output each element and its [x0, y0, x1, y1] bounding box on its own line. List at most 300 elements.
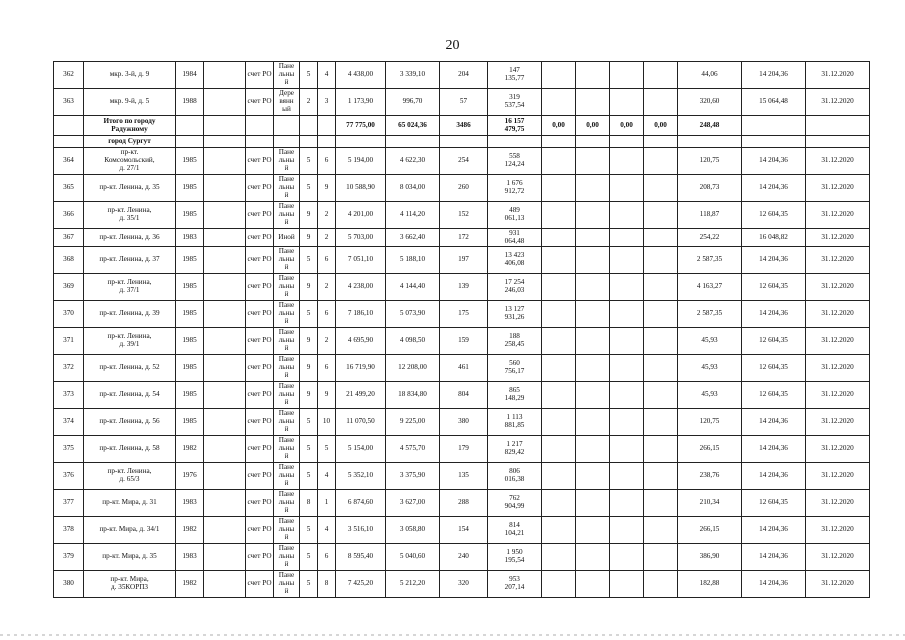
empty-cell: [576, 175, 610, 202]
wall-material-cell: Иной: [274, 229, 300, 247]
empty-cell: [204, 517, 246, 544]
year-cell: 1983: [176, 229, 204, 247]
empty-cell: [576, 148, 610, 175]
wall-material-cell: Пане льны й: [274, 409, 300, 436]
empty-cell: [576, 202, 610, 229]
year-cell: 1988: [176, 89, 204, 116]
zero-cell: 0,00: [542, 116, 576, 136]
total-area-cell: 7 186,10: [336, 301, 386, 328]
empty-cell: [610, 62, 644, 89]
total-area-cell: 11 070,50: [336, 409, 386, 436]
total-area-cell: 5 352,10: [336, 463, 386, 490]
entrances-cell: 9: [318, 382, 336, 409]
empty-cell: [576, 89, 610, 116]
empty-cell: [204, 202, 246, 229]
cost-cell: 489 061,13: [488, 202, 542, 229]
total-area-cell: 10 588,90: [336, 175, 386, 202]
empty-cell: [644, 544, 678, 571]
empty-cell: [176, 136, 204, 148]
cost-cell: 17 254 246,03: [488, 274, 542, 301]
empty-cell: [644, 229, 678, 247]
total-area-cell: 4 438,00: [336, 62, 386, 89]
unit-cost-cell: 210,34: [678, 490, 742, 517]
cost-cell: 16 157 479,75: [488, 116, 542, 136]
floors-cell: 8: [300, 490, 318, 517]
year-cell: 1985: [176, 148, 204, 175]
total-area-cell: 16 719,90: [336, 355, 386, 382]
max-cost-cell: 12 604,35: [742, 328, 806, 355]
year-cell: 1976: [176, 463, 204, 490]
year-cell: 1985: [176, 301, 204, 328]
total-area-cell: 21 499,20: [336, 382, 386, 409]
year-cell: 1985: [176, 247, 204, 274]
deadline-cell: 31.12.2020: [806, 328, 870, 355]
fund-method-cell: счет РО: [246, 490, 274, 517]
housing-register-table: [53, 61, 870, 598]
empty-cell: [204, 116, 246, 136]
total-area-cell: 5 194,00: [336, 148, 386, 175]
address-cell: пр-кт. Ленина, д. 35: [84, 175, 176, 202]
empty-cell: [542, 544, 576, 571]
table-row: [54, 301, 870, 328]
entrances-cell: 2: [318, 202, 336, 229]
floors-cell: 5: [300, 62, 318, 89]
wall-material-cell: Пане льны й: [274, 301, 300, 328]
deadline-cell: 31.12.2020: [806, 463, 870, 490]
empty-cell: [542, 274, 576, 301]
empty-cell: [610, 136, 644, 148]
empty-cell: [204, 571, 246, 598]
living-area-cell: 9 225,00: [386, 409, 440, 436]
table-row: [54, 409, 870, 436]
wall-material-cell: Пане льны й: [274, 247, 300, 274]
empty-cell: [542, 409, 576, 436]
unit-cost-cell: 4 163,27: [678, 274, 742, 301]
fund-method-cell: счет РО: [246, 247, 274, 274]
residents-cell: 172: [440, 229, 488, 247]
max-cost-cell: 14 204,36: [742, 544, 806, 571]
empty-cell: [610, 328, 644, 355]
empty-cell: [542, 175, 576, 202]
cost-cell: 1 950 195,54: [488, 544, 542, 571]
floors-cell: 9: [300, 355, 318, 382]
residents-cell: 260: [440, 175, 488, 202]
total-area-cell: 5 154,00: [336, 436, 386, 463]
total-area-cell: 1 173,90: [336, 89, 386, 116]
total-area-cell: 5 703,00: [336, 229, 386, 247]
living-area-cell: 3 375,90: [386, 463, 440, 490]
empty-cell: [576, 247, 610, 274]
residents-cell: 159: [440, 328, 488, 355]
empty-cell: [542, 148, 576, 175]
empty-cell: [644, 463, 678, 490]
empty-cell: [610, 490, 644, 517]
fund-method-cell: счет РО: [246, 382, 274, 409]
empty-cell: [644, 301, 678, 328]
empty-cell: [644, 436, 678, 463]
unit-cost-cell: 118,87: [678, 202, 742, 229]
year-cell: 1982: [176, 517, 204, 544]
living-area-cell: 4 622,30: [386, 148, 440, 175]
empty-cell: [610, 148, 644, 175]
empty-cell: [542, 463, 576, 490]
floors-cell: 9: [300, 202, 318, 229]
year-cell: 1985: [176, 382, 204, 409]
empty-cell: [204, 490, 246, 517]
entrances-cell: 9: [318, 175, 336, 202]
empty-cell: [54, 136, 84, 148]
row-number-cell: 368: [54, 247, 84, 274]
empty-cell: [678, 136, 742, 148]
empty-cell: [610, 463, 644, 490]
fund-method-cell: счет РО: [246, 409, 274, 436]
table-row: [54, 247, 870, 274]
summary-label-cell: Итого по городу Радужному: [84, 116, 176, 136]
empty-cell: [542, 89, 576, 116]
empty-cell: [204, 544, 246, 571]
empty-cell: [386, 136, 440, 148]
wall-material-cell: Пане льны й: [274, 517, 300, 544]
address-cell: пр-кт. Ленина, д. 54: [84, 382, 176, 409]
residents-cell: 135: [440, 463, 488, 490]
unit-cost-cell: 266,15: [678, 436, 742, 463]
cost-cell: 814 104,21: [488, 517, 542, 544]
empty-cell: [542, 355, 576, 382]
residents-cell: 204: [440, 62, 488, 89]
row-number-cell: 374: [54, 409, 84, 436]
address-cell: пр-кт. Мира, д. 35: [84, 544, 176, 571]
max-cost-cell: 14 204,36: [742, 247, 806, 274]
year-cell: 1985: [176, 202, 204, 229]
fund-method-cell: счет РО: [246, 544, 274, 571]
deadline-cell: 31.12.2020: [806, 544, 870, 571]
total-area-cell: 7 425,20: [336, 571, 386, 598]
living-area-cell: 5 040,60: [386, 544, 440, 571]
empty-cell: [440, 136, 488, 148]
living-area-cell: 4 144,40: [386, 274, 440, 301]
year-cell: 1983: [176, 544, 204, 571]
empty-cell: [176, 116, 204, 136]
empty-cell: [204, 175, 246, 202]
total-area-cell: 4 201,00: [336, 202, 386, 229]
year-cell: 1985: [176, 409, 204, 436]
floors-cell: 5: [300, 463, 318, 490]
deadline-cell: 31.12.2020: [806, 490, 870, 517]
empty-cell: [204, 301, 246, 328]
empty-cell: [204, 382, 246, 409]
max-cost-cell: 14 204,36: [742, 517, 806, 544]
living-area-cell: 18 834,80: [386, 382, 440, 409]
address-cell: пр-кт. Ленина, д. 39/1: [84, 328, 176, 355]
empty-cell: [542, 229, 576, 247]
residents-cell: 240: [440, 544, 488, 571]
address-cell: пр-кт. Ленина, д. 56: [84, 409, 176, 436]
cost-cell: 931 064,48: [488, 229, 542, 247]
deadline-cell: 31.12.2020: [806, 62, 870, 89]
table-row: [54, 274, 870, 301]
unit-cost-cell: 2 587,35: [678, 301, 742, 328]
empty-cell: [644, 274, 678, 301]
cost-cell: 188 258,45: [488, 328, 542, 355]
living-area-cell: 65 024,36: [386, 116, 440, 136]
residents-cell: 288: [440, 490, 488, 517]
row-number-cell: 362: [54, 62, 84, 89]
wall-material-cell: Пане льны й: [274, 571, 300, 598]
empty-cell: [576, 463, 610, 490]
max-cost-cell: 12 604,35: [742, 382, 806, 409]
floors-cell: 5: [300, 409, 318, 436]
floors-cell: 5: [300, 175, 318, 202]
row-number-cell: 380: [54, 571, 84, 598]
entrances-cell: 4: [318, 463, 336, 490]
entrances-cell: 10: [318, 409, 336, 436]
fund-method-cell: счет РО: [246, 355, 274, 382]
table-row: [54, 355, 870, 382]
empty-cell: [204, 274, 246, 301]
address-cell: пр-кт. Мира, д. 31: [84, 490, 176, 517]
unit-cost-cell: 266,15: [678, 517, 742, 544]
wall-material-cell: Пане льны й: [274, 463, 300, 490]
cost-cell: 147 135,77: [488, 62, 542, 89]
empty-cell: [576, 517, 610, 544]
max-cost-cell: 12 604,35: [742, 490, 806, 517]
living-area-cell: 3 058,80: [386, 517, 440, 544]
fund-method-cell: счет РО: [246, 517, 274, 544]
wall-material-cell: Пане льны й: [274, 175, 300, 202]
residents-cell: 380: [440, 409, 488, 436]
residents-cell: 320: [440, 571, 488, 598]
empty-cell: [610, 247, 644, 274]
unit-cost-cell: 208,73: [678, 175, 742, 202]
empty-cell: [576, 328, 610, 355]
deadline-cell: 31.12.2020: [806, 571, 870, 598]
fund-method-cell: счет РО: [246, 301, 274, 328]
empty-cell: [610, 409, 644, 436]
deadline-cell: 31.12.2020: [806, 274, 870, 301]
cost-cell: 865 148,29: [488, 382, 542, 409]
empty-cell: [204, 328, 246, 355]
zero-cell: 0,00: [610, 116, 644, 136]
max-cost-cell: 12 604,35: [742, 355, 806, 382]
table-row: [54, 89, 870, 116]
deadline-cell: 31.12.2020: [806, 517, 870, 544]
deadline-cell: 31.12.2020: [806, 382, 870, 409]
table-row: [54, 229, 870, 247]
total-area-cell: 6 874,60: [336, 490, 386, 517]
fund-method-cell: счет РО: [246, 62, 274, 89]
empty-cell: [610, 544, 644, 571]
wall-material-cell: Пане льны й: [274, 328, 300, 355]
empty-cell: [644, 409, 678, 436]
living-area-cell: 12 208,00: [386, 355, 440, 382]
empty-cell: [318, 136, 336, 148]
wall-material-cell: Пане льны й: [274, 436, 300, 463]
empty-cell: [542, 62, 576, 89]
row-number-cell: 376: [54, 463, 84, 490]
fund-method-cell: счет РО: [246, 463, 274, 490]
entrances-cell: 6: [318, 247, 336, 274]
empty-cell: [644, 247, 678, 274]
table-row: [54, 463, 870, 490]
empty-cell: [542, 202, 576, 229]
living-area-cell: 996,70: [386, 89, 440, 116]
empty-cell: [576, 382, 610, 409]
max-cost-cell: 14 204,36: [742, 463, 806, 490]
empty-cell: [644, 328, 678, 355]
floors-cell: 5: [300, 436, 318, 463]
fund-method-cell: счет РО: [246, 229, 274, 247]
fund-method-cell: счет РО: [246, 148, 274, 175]
fund-method-cell: счет РО: [246, 328, 274, 355]
residents-cell: 57: [440, 89, 488, 116]
address-cell: пр-кт. Ленина, д. 37: [84, 247, 176, 274]
cost-cell: 319 537,54: [488, 89, 542, 116]
wall-material-cell: Пане льны й: [274, 382, 300, 409]
living-area-cell: 4 575,70: [386, 436, 440, 463]
deadline-cell: 31.12.2020: [806, 436, 870, 463]
year-cell: 1984: [176, 62, 204, 89]
residents-cell: 152: [440, 202, 488, 229]
empty-cell: [610, 202, 644, 229]
empty-cell: [806, 136, 870, 148]
floors-cell: 5: [300, 517, 318, 544]
empty-cell: [576, 301, 610, 328]
address-cell: пр-кт. Ленина, д. 65/3: [84, 463, 176, 490]
empty-cell: [274, 116, 300, 136]
empty-cell: [742, 136, 806, 148]
deadline-cell: 31.12.2020: [806, 229, 870, 247]
city-label-cell: город Сургут: [84, 136, 176, 148]
total-area-cell: 8 595,40: [336, 544, 386, 571]
fund-method-cell: счет РО: [246, 89, 274, 116]
max-cost-cell: 14 204,36: [742, 409, 806, 436]
fund-method-cell: счет РО: [246, 274, 274, 301]
living-area-cell: 4 098,50: [386, 328, 440, 355]
unit-cost-cell: 120,75: [678, 409, 742, 436]
empty-cell: [54, 116, 84, 136]
floors-cell: 9: [300, 274, 318, 301]
empty-cell: [610, 229, 644, 247]
deadline-cell: 31.12.2020: [806, 202, 870, 229]
table-row: [54, 517, 870, 544]
floors-cell: 5: [300, 301, 318, 328]
empty-cell: [576, 544, 610, 571]
empty-cell: [204, 463, 246, 490]
empty-cell: [576, 62, 610, 89]
max-cost-cell: 14 204,36: [742, 301, 806, 328]
fund-method-cell: счет РО: [246, 175, 274, 202]
wall-material-cell: Пане льны й: [274, 62, 300, 89]
empty-cell: [610, 517, 644, 544]
wall-material-cell: Пане льны й: [274, 544, 300, 571]
empty-cell: [542, 490, 576, 517]
deadline-cell: 31.12.2020: [806, 89, 870, 116]
residents-cell: 179: [440, 436, 488, 463]
empty-cell: [300, 136, 318, 148]
empty-cell: [576, 409, 610, 436]
empty-cell: [806, 116, 870, 136]
empty-cell: [318, 116, 336, 136]
address-cell: мкр. 3-й, д. 9: [84, 62, 176, 89]
empty-cell: [644, 136, 678, 148]
address-cell: мкр. 9-й, д. 5: [84, 89, 176, 116]
unit-cost-cell: 320,60: [678, 89, 742, 116]
empty-cell: [610, 274, 644, 301]
entrances-cell: 5: [318, 436, 336, 463]
empty-cell: [644, 148, 678, 175]
address-cell: пр-кт. Комсомольский, д. 27/1: [84, 148, 176, 175]
row-number-cell: 375: [54, 436, 84, 463]
living-area-cell: 3 662,40: [386, 229, 440, 247]
empty-cell: [542, 247, 576, 274]
total-area-cell: 4 238,00: [336, 274, 386, 301]
empty-cell: [610, 571, 644, 598]
entrances-cell: 4: [318, 517, 336, 544]
fund-method-cell: счет РО: [246, 202, 274, 229]
empty-cell: [542, 436, 576, 463]
row-number-cell: 370: [54, 301, 84, 328]
max-cost-cell: 14 204,36: [742, 148, 806, 175]
empty-cell: [610, 382, 644, 409]
cost-cell: 13 127 931,26: [488, 301, 542, 328]
row-number-cell: 377: [54, 490, 84, 517]
cost-cell: 1 676 912,72: [488, 175, 542, 202]
max-cost-cell: 12 604,35: [742, 274, 806, 301]
floors-cell: 9: [300, 382, 318, 409]
table-row: [54, 436, 870, 463]
unit-cost-cell: 238,76: [678, 463, 742, 490]
cost-cell: 762 904,99: [488, 490, 542, 517]
living-area-cell: 8 034,00: [386, 175, 440, 202]
empty-cell: [610, 89, 644, 116]
empty-cell: [204, 89, 246, 116]
table-row: [54, 148, 870, 175]
empty-cell: [542, 301, 576, 328]
unit-cost-cell: 44,06: [678, 62, 742, 89]
entrances-cell: 6: [318, 544, 336, 571]
empty-cell: [610, 301, 644, 328]
max-cost-cell: 14 204,36: [742, 62, 806, 89]
entrances-cell: 1: [318, 490, 336, 517]
empty-cell: [204, 136, 246, 148]
row-number-cell: 369: [54, 274, 84, 301]
total-area-cell: 4 695,90: [336, 328, 386, 355]
empty-cell: [336, 136, 386, 148]
cost-cell: 1 113 881,85: [488, 409, 542, 436]
empty-cell: [246, 136, 274, 148]
residents-cell: 154: [440, 517, 488, 544]
empty-cell: [488, 136, 542, 148]
empty-cell: [204, 229, 246, 247]
empty-cell: [576, 355, 610, 382]
total-area-cell: 3 516,10: [336, 517, 386, 544]
floors-cell: 9: [300, 229, 318, 247]
year-cell: 1985: [176, 274, 204, 301]
residents-cell: 197: [440, 247, 488, 274]
table-row: [54, 62, 870, 89]
zero-cell: 0,00: [576, 116, 610, 136]
empty-cell: [644, 490, 678, 517]
row-number-cell: 379: [54, 544, 84, 571]
address-cell: пр-кт. Ленина, д. 52: [84, 355, 176, 382]
cost-cell: 806 016,38: [488, 463, 542, 490]
empty-cell: [204, 62, 246, 89]
deadline-cell: 31.12.2020: [806, 148, 870, 175]
empty-cell: [576, 436, 610, 463]
wall-material-cell: Дере вянн ый: [274, 89, 300, 116]
empty-cell: [204, 355, 246, 382]
empty-cell: [644, 202, 678, 229]
